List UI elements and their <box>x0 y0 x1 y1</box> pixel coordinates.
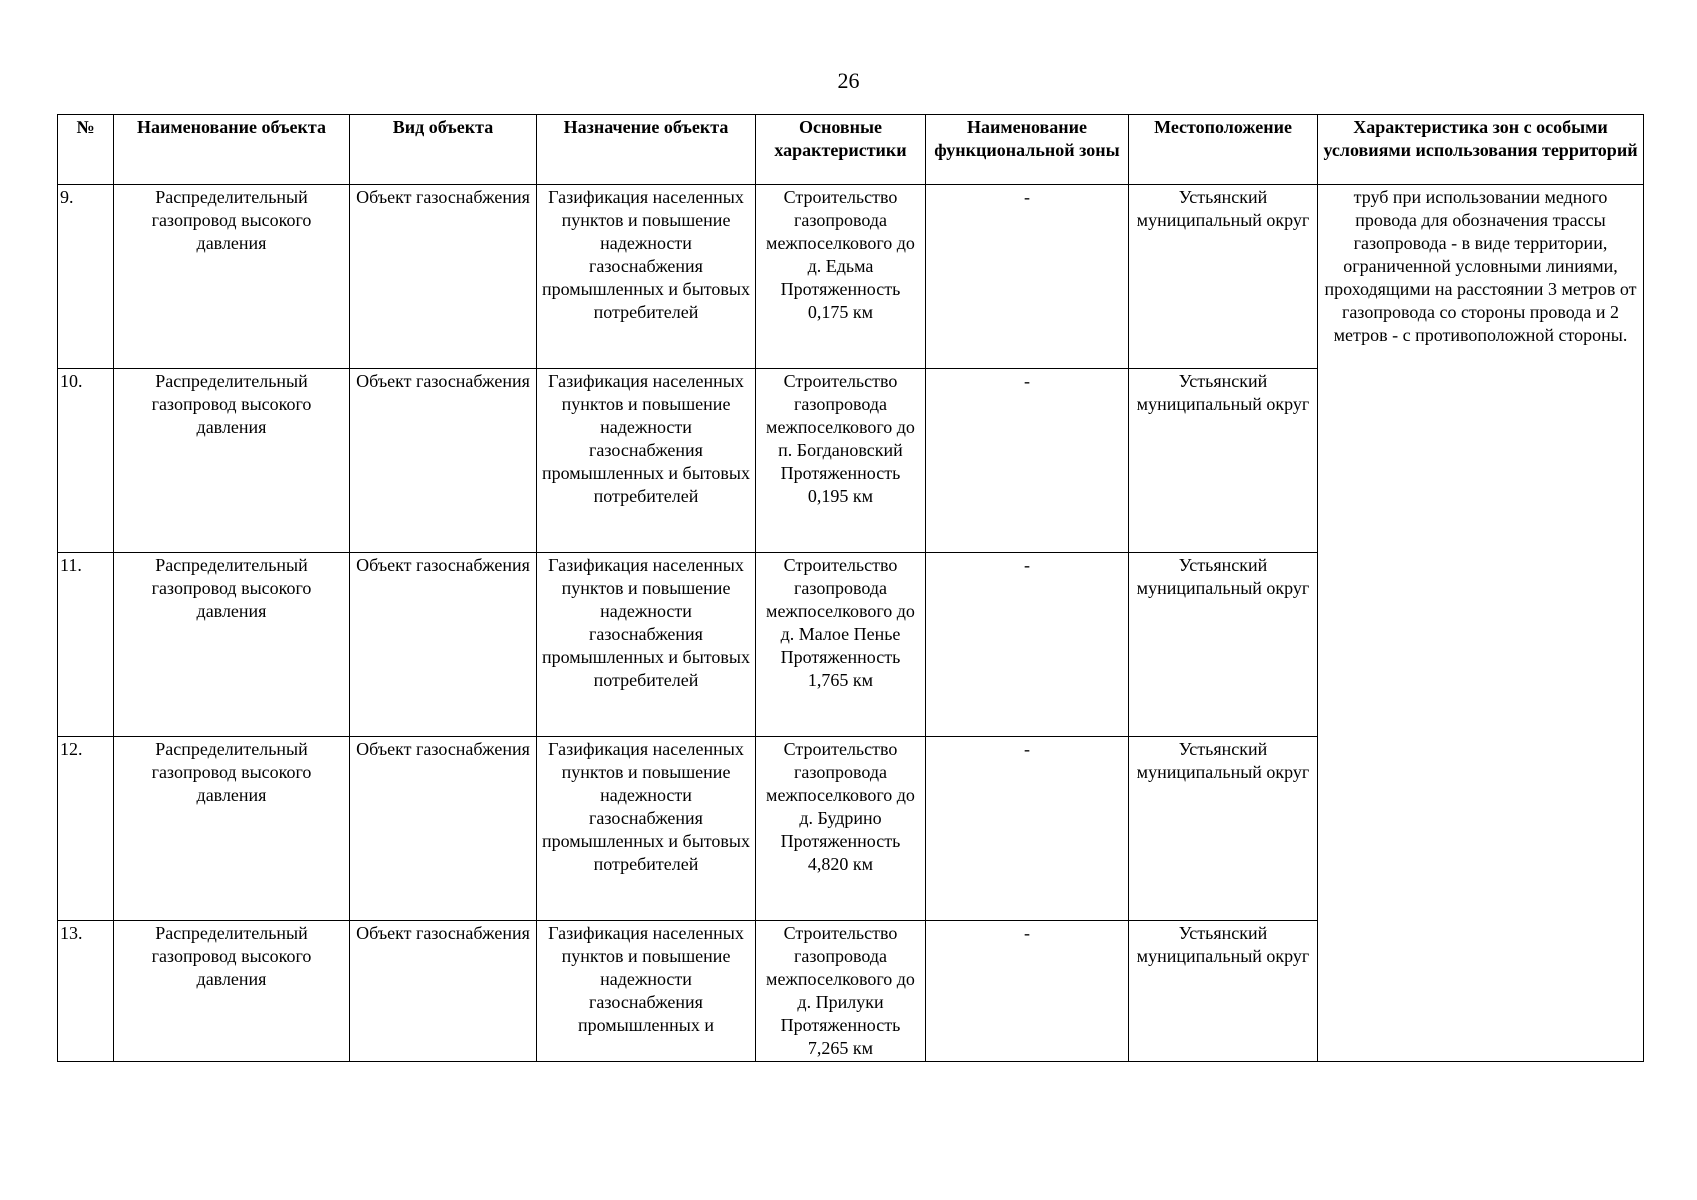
object-type-cell: Объект газоснабжения <box>350 921 537 1062</box>
header-zone-characteristics: Характеристика зон с особыми условиями использования территорий <box>1318 115 1644 185</box>
header-characteristics: Основные характеристики <box>756 115 926 185</box>
functional-zone-cell: - <box>926 369 1129 553</box>
object-purpose-cell: Газификация населенных пунктов и повышение надежности газоснабжения промышленных и бытовых потребителей <box>537 369 756 553</box>
object-purpose-cell: Газификация населенных пунктов и повышение надежности газоснабжения промышленных и бытовых потребителей <box>537 185 756 369</box>
functional-zone-cell: - <box>926 921 1129 1062</box>
row-number: 11. <box>58 553 114 737</box>
characteristics-cell: Строительство газопровода межпоселкового до д. Едьма Протяженность 0,175 км <box>756 185 926 369</box>
location-cell: Устьянский муниципальный округ <box>1129 185 1318 369</box>
location-cell: Устьянский муниципальный округ <box>1129 369 1318 553</box>
header-object-name: Наименование объекта <box>114 115 350 185</box>
header-object-type: Вид объекта <box>350 115 537 185</box>
table-header-row <box>58 115 1644 185</box>
header-object-purpose: Назначение объекта <box>537 115 756 185</box>
object-name-cell: Распределительный газопровод высокого давления <box>114 369 350 553</box>
header-location: Местоположение <box>1129 115 1318 185</box>
header-number: № <box>58 115 114 185</box>
object-purpose-text: Газификация населенных пунктов и повышение надежности газоснабжения промышленных и <box>548 923 744 1035</box>
object-purpose-cell: Газификация населенных пунктов и повышение надежности газоснабжения промышленных и бытовых потребителей <box>537 737 756 921</box>
object-type-cell: Объект газоснабжения <box>350 185 537 369</box>
object-name-cell: Распределительный газопровод высокого давления <box>114 737 350 921</box>
functional-zone-cell: - <box>926 553 1129 737</box>
object-type-cell: Объект газоснабжения <box>350 369 537 553</box>
row-number: 9. <box>58 185 114 369</box>
location-cell: Устьянский муниципальный округ <box>1129 921 1318 1062</box>
characteristics-cell: Строительство газопровода межпоселкового до д. Малое Пенье Протяженность 1,765 км <box>756 553 926 737</box>
header-functional-zone: Наименование функциональной зоны <box>926 115 1129 185</box>
object-type-cell: Объект газоснабжения <box>350 737 537 921</box>
object-type-cell: Объект газоснабжения <box>350 553 537 737</box>
characteristics-cell: Строительство газопровода межпоселкового до п. Богдановский Протяженность 0,195 км <box>756 369 926 553</box>
characteristics-cell: Строительство газопровода межпоселкового до д. Будрино Протяженность 4,820 км <box>756 737 926 921</box>
objects-table <box>57 114 1644 1062</box>
characteristics-cell: Строительство газопровода межпоселкового до д. Прилуки Протяженность 7,265 км <box>756 921 926 1062</box>
object-name-cell: Распределительный газопровод высокого давления <box>114 185 350 369</box>
location-cell: Устьянский муниципальный округ <box>1129 553 1318 737</box>
location-cell: Устьянский муниципальный округ <box>1129 737 1318 921</box>
object-name-cell: Распределительный газопровод высокого давления <box>114 921 350 1062</box>
row-number: 13. <box>58 921 114 1062</box>
object-purpose-cell: Газификация населенных пунктов и повышение надежности газоснабжения промышленных и бытовых потребителей <box>537 553 756 737</box>
zone-characteristics-cell: труб при использовании медного провода для обозначения трассы газопровода - в виде территории, ограниченной условными линиями, проходящими на расстоянии 3 метров от газопровода со стороны провода и 2 метров - с противоположной стороны. <box>1318 185 1644 1062</box>
page-number: 26 <box>837 68 860 93</box>
table-row <box>58 185 1644 369</box>
object-name-cell: Распределительный газопровод высокого давления <box>114 553 350 737</box>
object-purpose-cell <box>537 921 756 1062</box>
functional-zone-cell: - <box>926 737 1129 921</box>
row-number: 12. <box>58 737 114 921</box>
row-number: 10. <box>58 369 114 553</box>
functional-zone-cell: - <box>926 185 1129 369</box>
